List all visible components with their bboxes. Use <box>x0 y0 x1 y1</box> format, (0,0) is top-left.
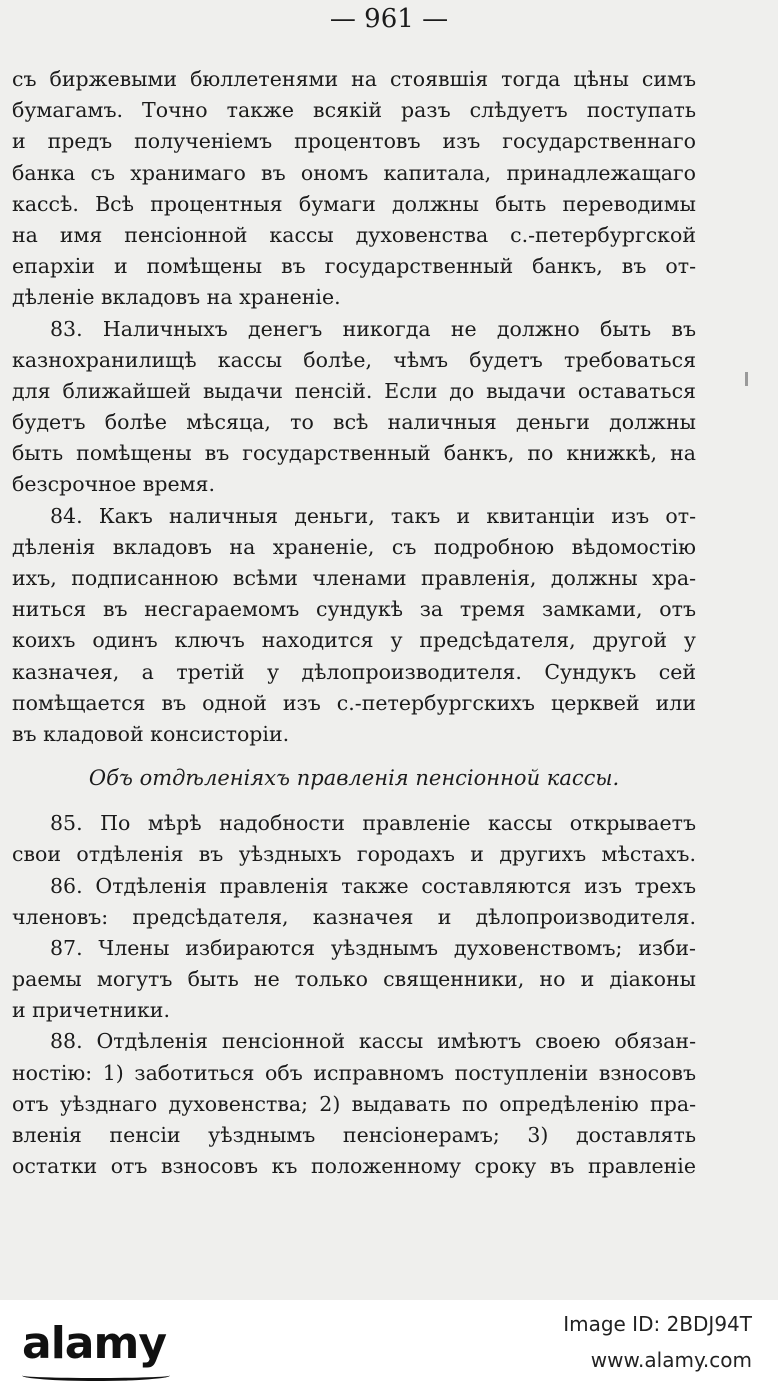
text-line: вленія пенсіи уѣзднымъ пенсіонерамъ; 3) доставлять <box>12 1123 696 1147</box>
text-line: раемы могутъ быть не только священники, но и діаконы <box>12 967 696 992</box>
paragraph-87-start: 87. Члены избираются уѣзднымъ духовенствомъ; изби- <box>50 935 696 960</box>
text-line: казначея, а третій у дѣлопроизводителя. Сундукъ сей <box>12 659 696 684</box>
text-line: дѣленіе вкладовъ на храненіе. <box>12 285 341 310</box>
paragraph-88-start: 88. Отдѣленія пенсіонной кассы имѣютъ своею обязан- <box>50 1029 696 1054</box>
text-line: епархіи и помѣщены въ государственный банкъ, въ от- <box>12 254 696 279</box>
text-line: въ кладовой консисторіи. <box>12 721 290 746</box>
image-id: Image ID: 2BDJ94T <box>563 1312 752 1336</box>
text-line: ниться въ несгараемомъ сундукѣ за тремя замками, отъ <box>12 597 696 622</box>
paragraph-85-start: 85. По мѣрѣ надобности правленіе кассы открываетъ <box>50 811 696 836</box>
paragraph-84-start: 84. Какъ наличныя деньги, такъ и квитанціи изъ от- <box>50 503 696 528</box>
text-line: безсрочное время. <box>12 472 215 497</box>
text-line: съ биржевыми бюллетенями на стоявшія тогда цѣны симъ <box>12 67 696 91</box>
text-line: свои отдѣленія въ уѣздныхъ городахъ и другихъ мѣстахъ. <box>12 842 696 867</box>
text-line: остатки отъ взносовъ къ положенному сроку въ правленіе <box>12 1154 696 1179</box>
text-line: и причетники. <box>12 998 170 1023</box>
text-line: для ближайшей выдачи пенсій. Если до выдачи оставаться <box>12 378 696 403</box>
text-line: бумагамъ. Точно также всякій разъ слѣдуетъ поступать <box>12 98 696 123</box>
text-line: на имя пенсіонной кассы духовенства с.-петербургской <box>12 222 696 247</box>
text-line: ихъ, подписанною всѣми членами правленія, должны хра- <box>12 566 696 590</box>
text-line: помѣщается въ одной изъ с.-петербургскихъ церквей или <box>12 690 696 715</box>
section-heading: Объ отдѣленіяхъ правленія пенсіонной кассы. <box>88 766 620 791</box>
text-line: будетъ болѣе мѣсяца, то всѣ наличныя деньги должны <box>12 410 696 435</box>
text-line: быть помѣщены въ государственный банкъ, по книжкѣ, на <box>12 441 696 466</box>
text-line: и предъ полученіемъ процентовъ изъ государственнаго <box>12 129 696 154</box>
text-line: дѣленія вкладовъ на храненіе, съ подробною вѣдомостію <box>12 534 696 559</box>
alamy-logo: alamy <box>22 1318 166 1369</box>
page-body <box>12 64 696 1182</box>
page-number: — 961 — <box>329 4 449 34</box>
text-line: банка съ хранимаго въ ономъ капитала, принадлежащаго <box>12 160 696 185</box>
paragraph-83-start: 83. Наличныхъ денегъ никогда не должно быть въ <box>50 316 696 341</box>
stock-footer <box>0 1300 778 1390</box>
text-line: кассѣ. Всѣ процентныя бумаги должны быть переводимы <box>12 191 696 216</box>
paragraph-86-start: 86. Отдѣленія правленія также составляются изъ трехъ <box>50 873 696 898</box>
margin-mark <box>745 372 748 386</box>
logo-swirl-icon <box>22 1370 170 1381</box>
text-line: казнохранилищѣ кассы болѣе, чѣмъ будетъ требоваться <box>12 347 696 372</box>
stock-url: www.alamy.com <box>590 1348 752 1372</box>
text-line: членовъ: предсѣдателя, казначея и дѣлопроизводителя. <box>12 904 696 929</box>
text-line: ностію: 1) заботиться объ исправномъ поступленіи взносовъ <box>12 1060 696 1085</box>
text-line: коихъ одинъ ключъ находится у предсѣдателя, другой у <box>12 628 696 653</box>
text-line: отъ уѣзднаго духовенства; 2) выдавать по опредѣленію пра- <box>12 1091 696 1116</box>
